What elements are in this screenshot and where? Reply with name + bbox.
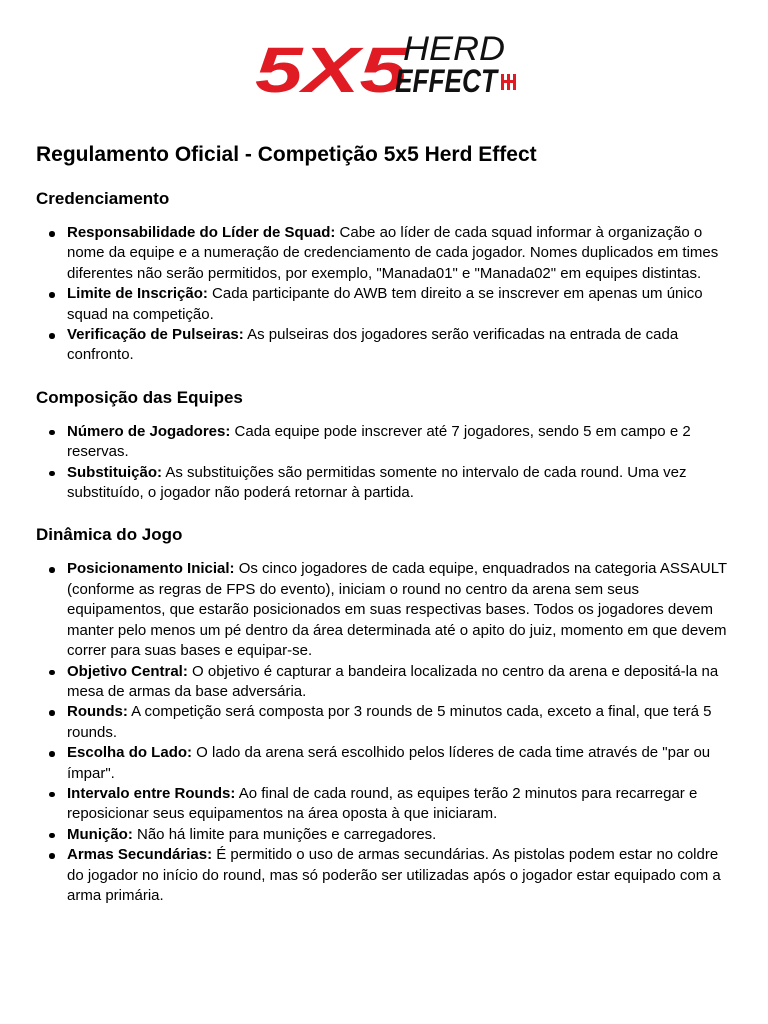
item-label: Limite de Inscrição: bbox=[67, 285, 208, 303]
item-text: É permitido o uso de armas secundárias. As pistolas podem estar no coldre do jogador no início do round, mas só poderão ser utilizadas após o jogador estar equipado com a arma primária. bbox=[67, 846, 721, 904]
section-heading-composicao: Composição das Equipes bbox=[36, 387, 243, 407]
item-label: Munição: bbox=[67, 825, 133, 843]
item-text: Cabe ao líder de cada squad informar à organização o nome da equipe e a numeração de credenciamento de cada jogador. Nomes duplicados em times diferentes não serão permitidos, por exemplo, "Manada01" e "Manada02" em equipes distintas. bbox=[67, 224, 719, 282]
herd-mark-icon bbox=[501, 74, 516, 90]
item-label: Intervalo entre Rounds: bbox=[67, 784, 236, 802]
list-item bbox=[36, 662, 736, 703]
item-label: Armas Secundárias: bbox=[67, 846, 213, 864]
item-label: Verificação de Pulseiras: bbox=[67, 326, 244, 344]
item-text: As substituições são permitidas somente no intervalo de cada round. Uma vez substituído, o jogador não poderá retornar à partida. bbox=[67, 463, 687, 502]
list-item bbox=[36, 845, 736, 906]
list-item bbox=[36, 743, 736, 784]
item-text: Ao final de cada round, as equipes terão 2 minutos para recarregar e reposicionar seus equipamentos na área oposta à que iniciaram. bbox=[67, 784, 698, 823]
item-label: Escolha do Lado: bbox=[67, 744, 193, 762]
page-title: Regulamento Oficial - Competição 5x5 Herd Effect bbox=[36, 143, 537, 166]
document-body bbox=[36, 140, 736, 906]
item-text: Não há limite para munições e carregadores. bbox=[132, 825, 437, 843]
list-credenciamento bbox=[36, 223, 736, 366]
list-item bbox=[36, 284, 736, 325]
list-composicao bbox=[36, 422, 736, 504]
item-label: Objetivo Central: bbox=[67, 662, 188, 680]
list-item bbox=[36, 422, 736, 463]
list-item bbox=[36, 559, 736, 661]
item-label: Posicionamento Inicial: bbox=[67, 560, 235, 578]
item-text: O lado da arena será escolhido pelos líderes de cada time através de "par ou ímpar". bbox=[67, 744, 711, 782]
list-item bbox=[36, 463, 736, 504]
item-text: As pulseiras dos jogadores serão verificadas na entrada de cada confronto. bbox=[67, 326, 679, 364]
item-text: Os cinco jogadores de cada equipe, enquadrados na categoria ASSAULT (conforme as regras de FPS do evento), iniciam o round no centro da arena sem seus equipamentos, que estarão posicionados em suas respectivas bases. Todos os jogadores devem manter pelo menos um pé dentro da área determinada até o apito do juiz, momento em que devem correr para suas bases e equipar-se. bbox=[67, 560, 727, 660]
logo-5x5-herd-effect bbox=[255, 30, 517, 98]
list-item bbox=[36, 825, 736, 845]
item-label: Substituição: bbox=[67, 463, 163, 481]
item-text: Cada equipe pode inscrever até 7 jogadores, sendo 5 em campo e 2 reservas. bbox=[67, 422, 691, 461]
section-heading-dinamica: Dinâmica do Jogo bbox=[36, 525, 183, 545]
list-item bbox=[36, 223, 736, 284]
list-dinamica bbox=[36, 559, 736, 906]
list-item bbox=[36, 325, 736, 366]
item-text: O objetivo é capturar a bandeira localizada no centro da arena e depositá-la na mesa de armas da base adversária. bbox=[67, 662, 719, 700]
logo-top-text: HERD bbox=[403, 30, 505, 68]
item-text: Cada participante do AWB tem direito a se inscrever em apenas um único squad na competição. bbox=[67, 285, 703, 323]
logo-main-text: 5X5 bbox=[255, 34, 409, 98]
list-item bbox=[36, 702, 736, 743]
logo-bottom-text: EFFECT bbox=[395, 63, 500, 98]
item-label: Número de Jogadores: bbox=[67, 422, 231, 440]
item-label: Responsabilidade do Líder de Squad: bbox=[67, 224, 336, 241]
section-heading-credenciamento: Credenciamento bbox=[36, 189, 170, 208]
list-item bbox=[36, 784, 736, 825]
item-text: A competição será composta por 3 rounds de 5 minutos cada, exceto a final, que terá 5 rounds. bbox=[67, 703, 712, 741]
item-label: Rounds: bbox=[67, 703, 128, 721]
